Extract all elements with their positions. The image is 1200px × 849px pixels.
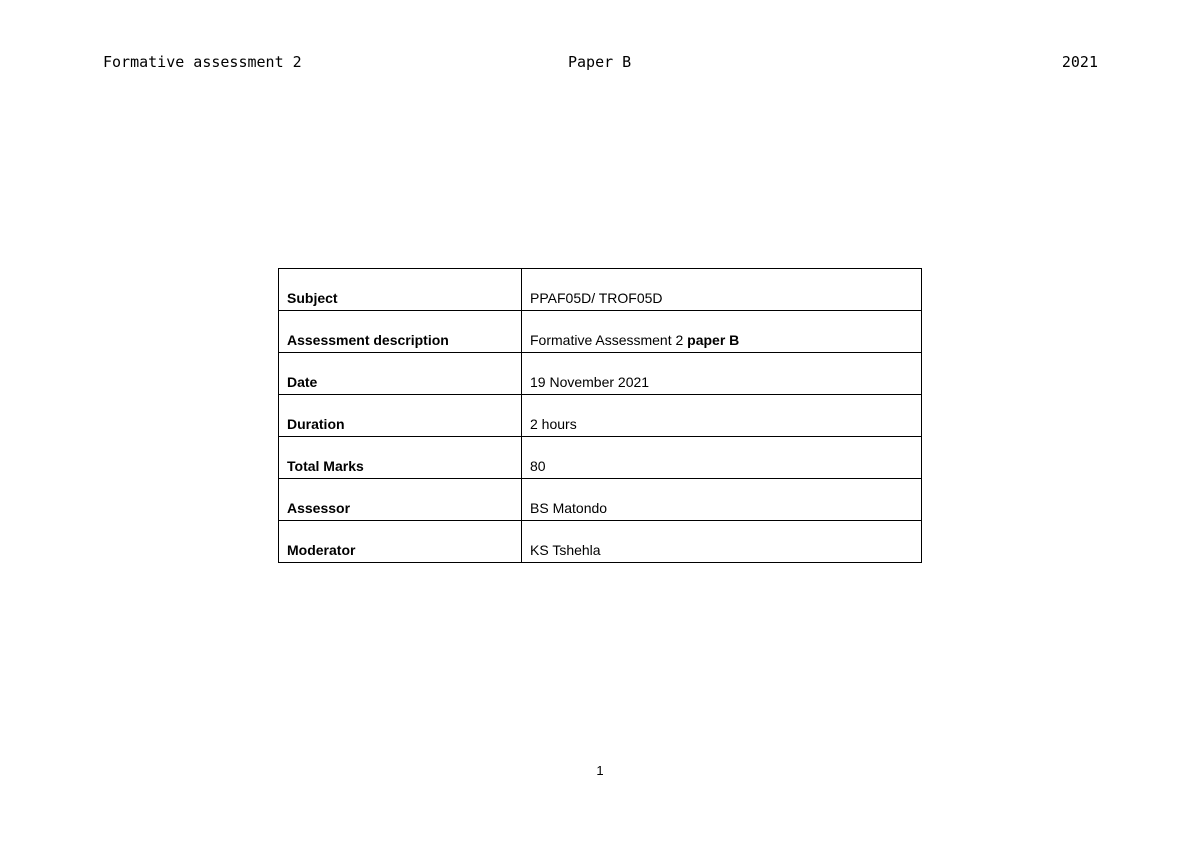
row-value-bold: paper B [687,332,740,348]
row-label: Total Marks [287,458,364,474]
row-value-cell [522,395,922,437]
row-value-cell [522,479,922,521]
row-label: Duration [287,416,345,432]
row-label-cell [279,437,522,479]
row-value-wrapper [530,331,739,352]
row-label: Assessment description [287,332,449,348]
row-label-cell [279,311,522,353]
row-value: KS Tshehla [530,542,601,558]
row-value: 19 November 2021 [530,374,650,390]
row-value-cell [522,311,922,353]
table-row-moderator [279,521,922,563]
row-value: 2 hours [530,416,577,432]
row-value-cell [522,437,922,479]
row-value-cell [522,521,922,563]
row-label-cell [279,353,522,395]
table-row-assessor [279,479,922,521]
row-label-cell [279,479,522,521]
row-label-cell [279,269,522,311]
row-value-cell [522,269,922,311]
table-row-date [279,353,922,395]
row-value: PPAF05D/ TROF05D [530,290,663,306]
page-header [103,52,1098,72]
row-value: Formative Assessment 2 [530,332,684,348]
header-right-text: 2021 [1061,53,1098,71]
row-value: BS Matondo [530,500,608,516]
row-value: 80 [530,458,546,474]
row-label: Date [287,374,318,390]
page-number: 1 [596,763,604,778]
row-label-cell [279,521,522,563]
table-row-duration [279,395,922,437]
header-center-text: Paper B [568,53,632,71]
row-label: Subject [287,290,338,306]
row-label-cell [279,395,522,437]
header-left-text: Formative assessment 2 [103,53,302,71]
table-row-assessment-description [279,311,922,353]
row-label: Assessor [287,500,351,516]
table-row-total-marks [279,437,922,479]
row-value-cell [522,353,922,395]
row-label: Moderator [287,542,356,558]
assessment-info-table [278,268,922,563]
table-row-subject [279,269,922,311]
